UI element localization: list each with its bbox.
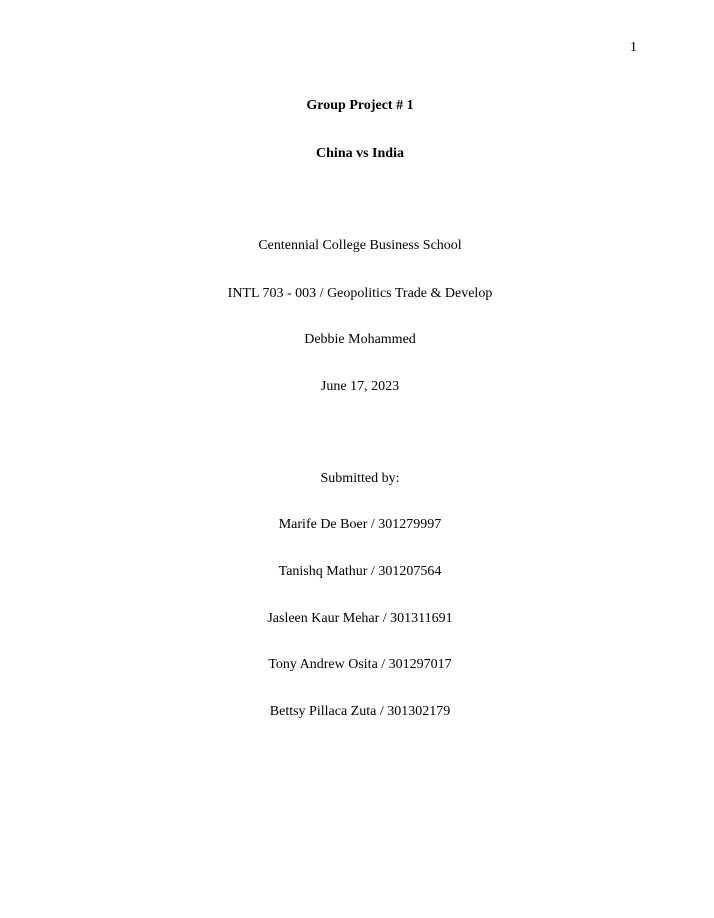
course-name: INTL 703 - 003 / Geopolitics Trade & Develop bbox=[227, 286, 493, 301]
page-number: 1 bbox=[630, 40, 637, 55]
student-entry: Tanishq Mathur / 301207564 bbox=[278, 564, 442, 579]
student-entry: Marife De Boer / 301279997 bbox=[278, 517, 442, 532]
student-entry: Bettsy Pillaca Zuta / 301302179 bbox=[269, 704, 451, 719]
document-title: Group Project # 1 bbox=[306, 98, 414, 113]
instructor-name: Debbie Mohammed bbox=[304, 332, 416, 347]
document-subtitle: China vs India bbox=[316, 146, 404, 161]
submitted-by-label: Submitted by: bbox=[320, 471, 400, 486]
student-entry: Jasleen Kaur Mehar / 301311691 bbox=[267, 611, 453, 626]
submission-date: June 17, 2023 bbox=[320, 379, 400, 394]
institution-name: Centennial College Business School bbox=[258, 238, 462, 253]
student-entry: Tony Andrew Osita / 301297017 bbox=[268, 657, 452, 672]
